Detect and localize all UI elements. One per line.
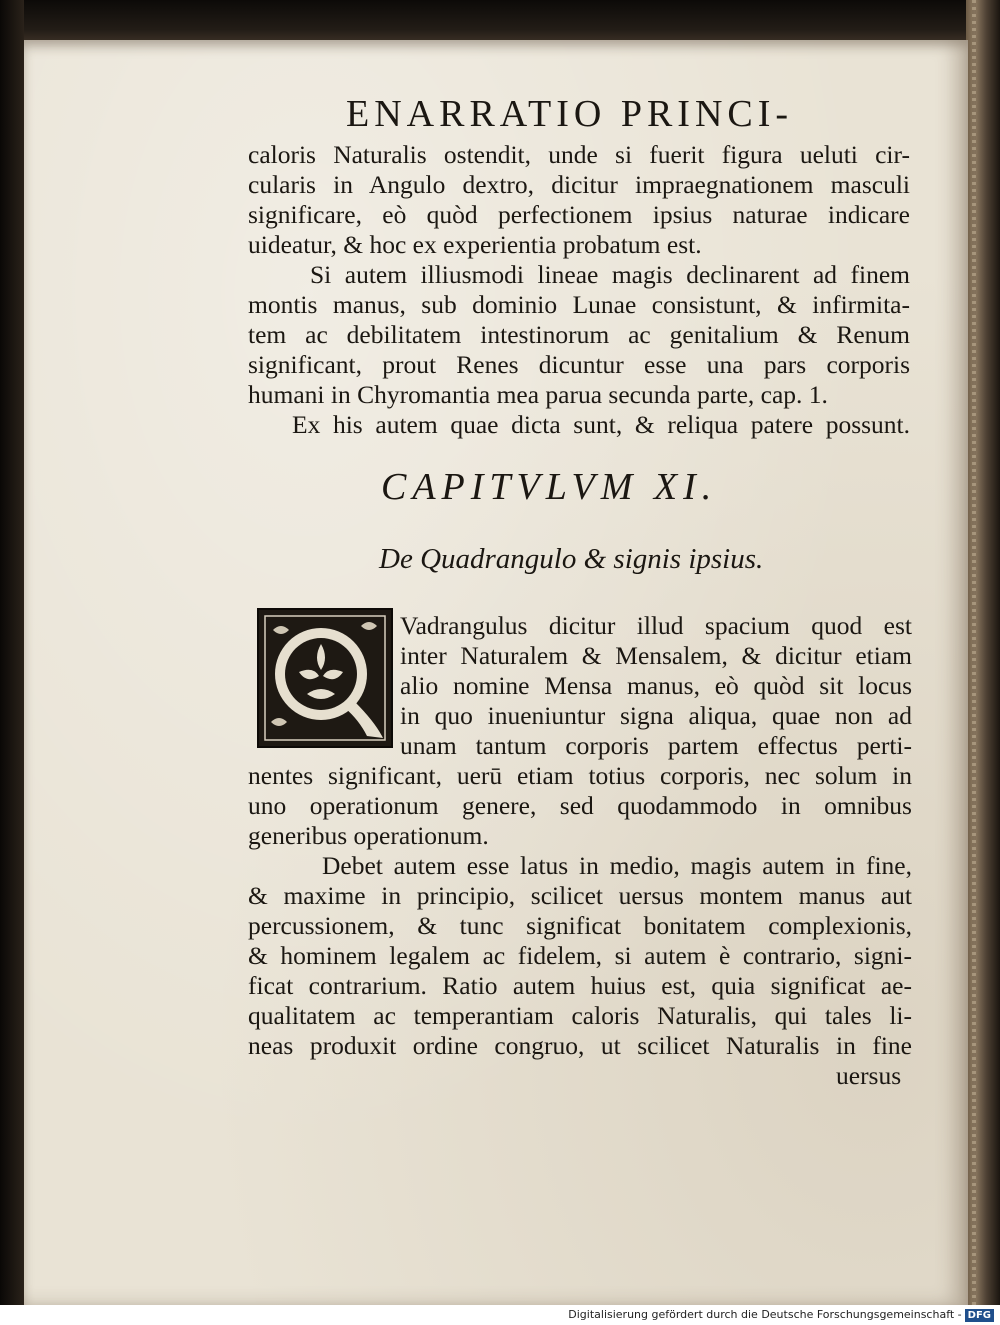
book-spine-edge bbox=[966, 0, 1000, 1305]
digitization-credit bbox=[568, 1308, 994, 1322]
chapter-title: CAPITVLVM XI. bbox=[381, 466, 718, 508]
text-line: nentes significant, uerū etiam totius corporis, nec solum in bbox=[248, 761, 912, 790]
text-line: caloris Naturalis ostendit, unde si fuerit figura ueluti cir- bbox=[248, 140, 910, 169]
text-line: unam tantum corporis partem effectus perti- bbox=[400, 731, 912, 760]
text-line: montis manus, sub dominio Lunae consistunt, & infirmita- bbox=[248, 290, 910, 319]
text-line: Si autem illiusmodi lineae magis declinarent ad finem bbox=[310, 260, 910, 289]
text-line: alio nomine Mensa manus, eò quòd sit locus bbox=[400, 671, 912, 700]
text-line: uno operationum genere, sed quodammodo in omnibus bbox=[248, 791, 912, 820]
text-line: Vadrangulus dicitur illud spacium quod est bbox=[400, 611, 912, 640]
text-line: significant, prout Renes dicuntur esse una pars corporis bbox=[248, 350, 910, 379]
text-line: percussionem, & tunc significat bonitatem complexionis, bbox=[248, 911, 912, 940]
book-edge-top bbox=[0, 0, 1000, 42]
text-line: inter Naturalem & Mensalem, & dicitur etiam bbox=[400, 641, 912, 670]
text-line: Debet autem esse latus in medio, magis autem in fine, bbox=[322, 851, 912, 880]
book-edge-left bbox=[0, 0, 24, 1305]
paper-page bbox=[24, 40, 968, 1305]
text-line: cularis in Angulo dextro, dicitur impraegnationem masculi bbox=[248, 170, 910, 199]
text-line: uideatur, & hoc ex experientia probatum est. bbox=[248, 230, 702, 259]
text-line: significare, eò quòd perfectionem ipsius naturae indicare bbox=[248, 200, 910, 229]
text-line: Ex his autem quae dicta sunt, & reliqua patere possunt. bbox=[292, 410, 910, 439]
decorated-initial-q bbox=[257, 608, 393, 748]
text-line: & maxime in principio, scilicet uersus montem manus aut bbox=[248, 881, 912, 910]
dfg-logo: DFG bbox=[965, 1309, 994, 1322]
chapter-subtitle: De Quadrangulo & signis ipsius. bbox=[379, 543, 764, 575]
footer-bar bbox=[0, 1305, 1000, 1325]
text-line: in quo inueniuntur signa aliqua, quae non ad bbox=[400, 701, 912, 730]
text-line: & hominem legalem ac fidelem, si autem è contrario, signi- bbox=[248, 941, 912, 970]
credit-text: Digitalisierung gefördert durch die Deutsche Forschungsgemeinschaft - bbox=[568, 1308, 962, 1321]
running-head: ENARRATIO PRINCI- bbox=[346, 93, 794, 135]
text-line: neas produxit ordine congruo, ut scilicet Naturalis in fine bbox=[248, 1031, 912, 1060]
text-line: humani in Chyromantia mea parua secunda parte, cap. 1. bbox=[248, 380, 828, 409]
catchword: uersus bbox=[836, 1061, 902, 1090]
text-line: generibus operationum. bbox=[248, 821, 489, 850]
text-line: tem ac debilitatem intestinorum ac genitalium & Renum bbox=[248, 320, 910, 349]
text-line: ficat contrarium. Ratio autem huius est, quia significat ae- bbox=[248, 971, 912, 1000]
fleuron-initial-icon bbox=[259, 610, 391, 746]
text-line: qualitatem ac temperantiam caloris Naturalis, qui tales li- bbox=[248, 1001, 912, 1030]
